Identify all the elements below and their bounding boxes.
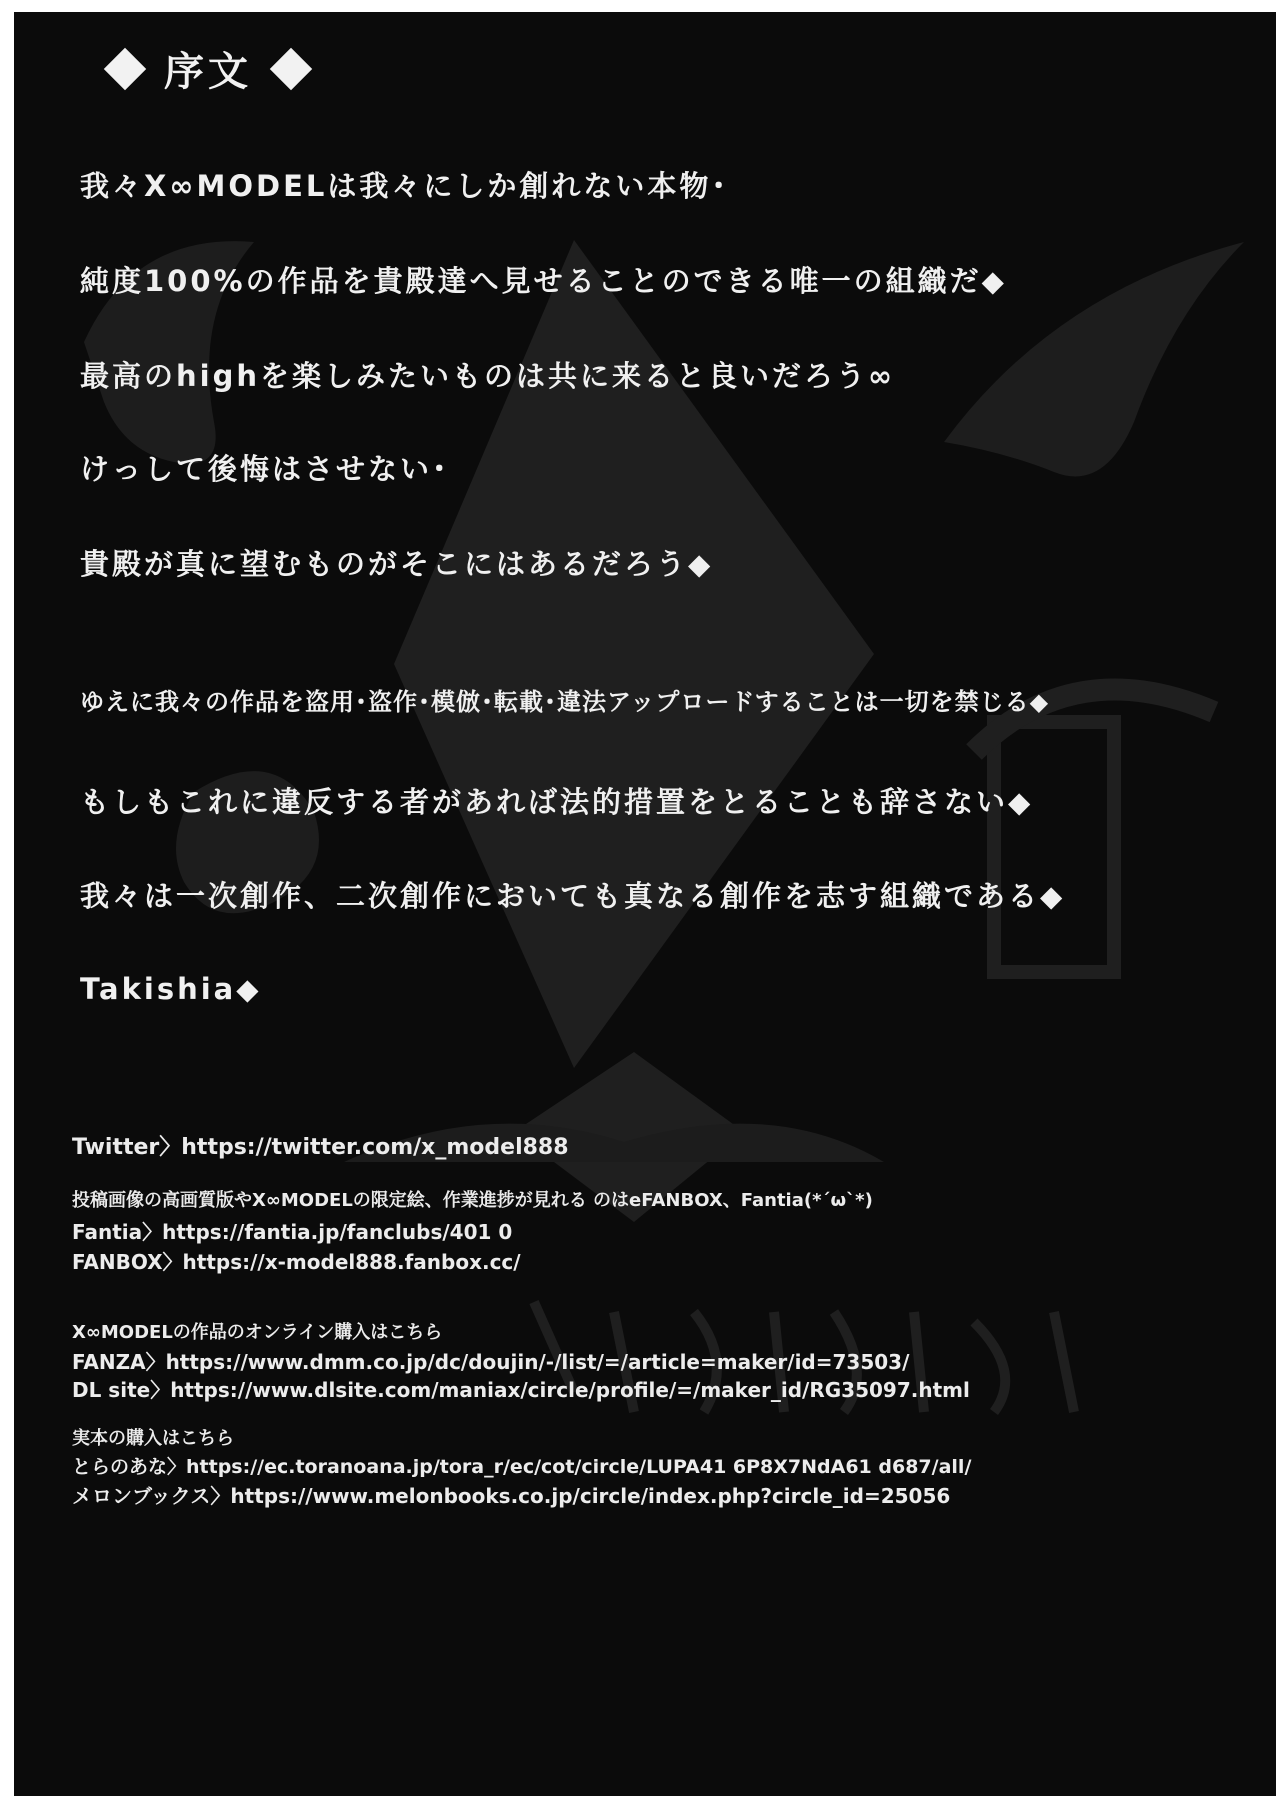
manifesto-line-7: もしもこれに違反する者があれば法的措置をとることも辞さない◆	[80, 785, 1034, 819]
manifesto-line-6: ゆえに我々の作品を盗用･盗作･模倣･転載･違法アップロードすることは一切を禁じる◆	[80, 688, 1050, 716]
manifesto-line-1: 我々X∞MODELは我々にしか創れない本物･	[80, 169, 729, 203]
watermark-column-right	[994, 722, 1114, 972]
page-heading	[100, 40, 316, 97]
manifesto-line-3: 最高のhighを楽しみたいものは共に来ると良いだろう∞	[80, 359, 896, 393]
fanbox-link[interactable]: FANBOX〉https://x-model888.fanbox.cc/	[72, 1250, 521, 1274]
online-purchase-heading: X∞MODELの作品のオンライン購入はこちら	[72, 1322, 443, 1343]
physical-purchase-heading: 実本の購入はこちら	[72, 1428, 234, 1449]
page-sheet	[14, 12, 1276, 1796]
fanbox-note: 投稿画像の高画質版やX∞MODELの限定絵、作業進捗が見れる のはeFANBOX、Fantia(*´ω`*)	[72, 1190, 873, 1211]
diamond-icon	[104, 47, 146, 89]
manifesto-line-2: 純度100%の作品を貴殿達へ見せることのできる唯一の組織だ◆	[80, 264, 1007, 298]
manifesto-line-5: 貴殿が真に望むものがそこにはあるだろう◆	[80, 547, 714, 581]
twitter-link[interactable]: Twitter〉https://twitter.com/x_model888	[72, 1135, 569, 1160]
fanza-link[interactable]: FANZA〉https://www.dmm.co.jp/dc/doujin/-/list/=/article=maker/id=73503/	[72, 1350, 910, 1374]
heading-title: 序文	[164, 49, 252, 95]
fantia-link[interactable]: Fantia〉https://fantia.jp/fanclubs/401 0	[72, 1220, 513, 1244]
dlsite-link[interactable]: DL site〉https://www.dlsite.com/maniax/circle/profile/=/maker_id/RG35097.html	[72, 1378, 970, 1402]
toranoana-link[interactable]: とらのあな〉https://ec.toranoana.jp/tora_r/ec/cot/circle/LUPA41 6P8X7NdA61 d687/all/	[72, 1456, 972, 1478]
manifesto-line-4: けっして後悔はさせない･	[80, 452, 450, 486]
manifesto-line-8: 我々は一次創作、二次創作においても真なる創作を志す組織である◆	[80, 879, 1066, 913]
manifesto-signature: Takishia◆	[80, 972, 262, 1006]
melonbooks-link[interactable]: メロンブックス〉https://www.melonbooks.co.jp/circle/index.php?circle_id=25056	[72, 1484, 951, 1508]
diamond-icon	[270, 47, 312, 89]
